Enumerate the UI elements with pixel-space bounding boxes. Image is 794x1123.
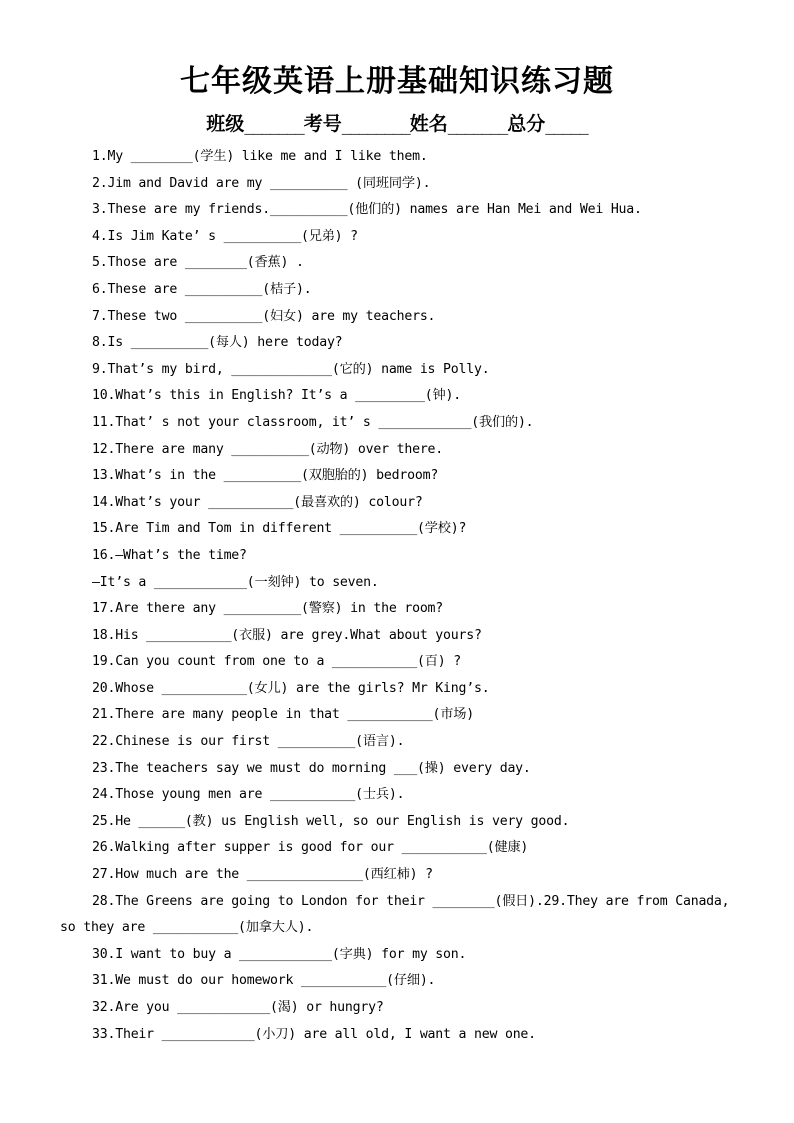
question-item: 13.What’s in the __________(双胞胎的) bedroom? [92,468,439,484]
total-score-blank: _____ [545,113,588,135]
question-item: 11.That’ s not your classroom, it’ s ____________(我们的). [92,414,534,430]
question-list [60,144,740,1048]
question-item: 31.We must do our homework ___________(仔细). [92,973,436,989]
question-item: 15.Are Tim and Tom in different __________(学校)? [92,521,467,537]
question-item: 7.These two __________(妇女) are my teachers. [92,308,436,324]
student-info-line [0,110,794,138]
question-item: 2.Jim and David are my __________ (同班同学). [92,175,431,191]
question-item: 30.I want to buy a ____________(字典) for my son. [92,946,467,962]
total-score-label: 总分 [507,113,546,135]
question-item: 17.Are there any __________(警察) in the room? [92,601,444,617]
class-blank: _______ [244,113,304,135]
question-item: 6.These are __________(桔子). [92,281,312,297]
question-item: 1.My ________(学生) like me and I like them. [92,149,428,164]
question-item: 19.Can you count from one to a ___________(百) ? [92,654,462,670]
name-label: 姓名 [409,113,448,135]
question-item: 8.Is __________(每人) here today? [92,335,343,351]
question-item: 12.There are many __________(动物) over there. [92,441,444,457]
question-item: 18.His ___________(衣服) are grey.What about yours? [92,627,482,643]
class-label: 班级 [206,113,245,135]
question-item: 9.That’s my bird, _____________(它的) name is Polly. [92,361,490,377]
question-item: 5.Those are ________(香蕉) . [92,255,304,271]
question-item: 3.These are my friends.__________(他们的) names are Han Mei and Wei Hua. [92,202,642,218]
question-item: 27.How much are the _______________(西红柿) ? [92,867,433,883]
question-item: 28.The Greens are going to London for their ________(假日).29.They are from Canada, so they are ___________(加拿大人). [60,893,730,936]
question-item: 33.Their ____________(小刀) are all old, I want a new one. [92,1026,536,1042]
question-item: 23.The teachers say we must do morning ___(操) every day. [92,760,531,776]
question-item: 10.What’s this in English? It’s a _________(钟). [92,388,462,404]
exam-number-blank: ________ [341,113,410,135]
question-item: 26.Walking after supper is good for our ___________(健康) [92,840,529,856]
question-item: 14.What’s your ___________(最喜欢的) colour? [92,494,423,510]
question-item: 4.Is Jim Kate’ s __________(兄弟) ? [92,228,358,244]
question-item: 32.Are you ____________(渴) or hungry? [92,1000,384,1015]
question-item: 16.—What’s the time? [92,547,247,563]
page-title: 七年级英语上册基础知识练习题 [180,64,614,99]
question-item: 25.He ______(教) us English well, so our English is very good. [92,813,570,829]
question-item: 21.There are many people in that ___________(市场) [92,707,474,723]
name-blank: _______ [447,113,508,135]
question-item: 22.Chinese is our first __________(语言). [92,734,405,750]
exam-number-label: 考号 [303,113,342,135]
question-item: 20.Whose ___________(女儿) are the girls? Mr King’s. [92,680,490,696]
question-item: —It’s a ____________(一刻钟) to seven. [92,574,379,590]
question-item: 24.Those young men are ___________(士兵). [92,787,405,803]
